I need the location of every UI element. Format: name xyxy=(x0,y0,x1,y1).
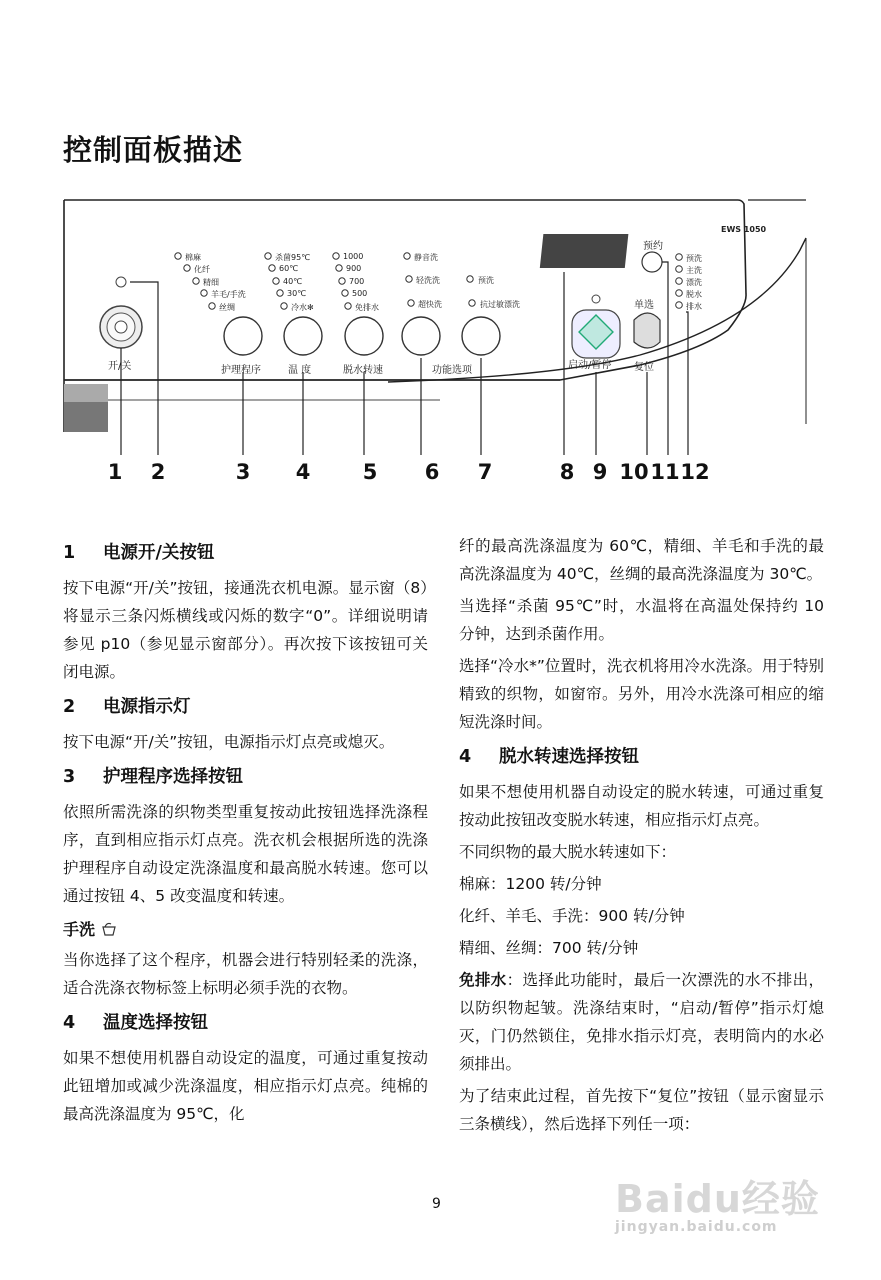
speed-no-drain: 免排水 xyxy=(355,303,379,312)
temp-cold: 冷水✻ xyxy=(291,303,314,312)
temp-95: 杀菌95℃ xyxy=(275,253,311,262)
option-prewash: 预洗 xyxy=(478,276,494,285)
delay-label: 预约 xyxy=(643,241,663,252)
section-spin-heading: 4 脱水转速选择按钮 xyxy=(459,747,639,767)
callout-1: 1 xyxy=(107,460,123,484)
no-drain-text: 免排水：选择此功能时，最后一次漂洗的水不排出，以防织物起皱。洗涤结束时，“启动/暂停”指示灯熄灭，门仍然锁住，免排水指示灯亮，表明筒内的水必须排出。 xyxy=(459,971,824,1073)
callout-4: 4 xyxy=(295,460,311,484)
temp-label: 温 度 xyxy=(288,365,312,376)
phase-spin: 脱水 xyxy=(686,290,702,299)
hand-wash-heading: 手洗 xyxy=(63,916,428,944)
speed-900: 900 xyxy=(346,264,362,273)
spin-max-intro: 不同织物的最大脱水转速如下： xyxy=(459,843,677,861)
option-eco: 轻洗洗 xyxy=(416,276,440,285)
section-2-heading: 2 电源指示灯 xyxy=(63,697,191,717)
temp-continued-text: 纤的最高洗涤温度为 60℃，精细、羊毛和手洗的最高洗涤温度为 40℃，丝绸的最高洗涤温度为 30℃。 xyxy=(459,537,824,583)
speed-1000: 1000 xyxy=(343,252,364,261)
phase-prewash: 预洗 xyxy=(686,254,702,263)
power-label: 开/关 xyxy=(108,361,132,372)
speed-500: 500 xyxy=(352,289,368,298)
section-4-text: 如果不想使用机器自动设定的温度，可通过重复按动此钮增加或减少洗涤温度，相应指示灯点亮。纯棉的最高洗涤温度为 95℃，化 xyxy=(63,1049,428,1123)
left-column xyxy=(63,532,428,1132)
phase-drain: 排水 xyxy=(686,302,702,311)
section-2-text: 按下电源“开/关”按钮，电源指示灯点亮或熄灭。 xyxy=(63,733,395,751)
right-column xyxy=(459,532,824,1142)
speed-700: 700 xyxy=(349,277,365,286)
reset-label: 复位 xyxy=(634,362,654,373)
program-silk: 丝绸 xyxy=(219,303,235,312)
watermark-brand: Baidu经验 xyxy=(615,1177,820,1221)
program-wool: 羊毛/手洗 xyxy=(211,290,246,299)
reset-text: 为了结束此过程，首先按下“复位”按钮（显示窗显示三条横线），然后选择下列任一项： xyxy=(459,1087,824,1133)
section-1-heading: 1 电源开/关按钮 xyxy=(63,543,215,563)
program-delicate: 精细 xyxy=(203,278,219,287)
start-pause-label: 启动/暂停 xyxy=(568,360,612,371)
option-quick: 超快洗 xyxy=(418,300,442,309)
spin-delicate: 精细、丝绸：700 转/分钟 xyxy=(459,939,639,957)
watermark-url: jingyan.baidu.com xyxy=(615,1219,778,1235)
temp-30: 30℃ xyxy=(287,289,307,298)
option-anti-allergy: 抗过敏漂洗 xyxy=(480,300,520,309)
section-4-heading: 4 温度选择按钮 xyxy=(63,1013,208,1033)
temp-60: 60℃ xyxy=(279,264,299,273)
section-3-text: 依照所需洗涤的织物类型重复按动此按钮选择洗涤程序，直到相应指示灯点亮。洗衣机会根据所选的洗涤护理程序自动设定洗涤温度和最高脱水转速。您可以通过按钮 4、5 改变温度和转速。 xyxy=(63,803,428,905)
page-number: 9 xyxy=(432,1196,441,1212)
callout-2: 2 xyxy=(150,460,166,484)
phase-rinse: 漂洗 xyxy=(686,278,702,287)
temp-40: 40℃ xyxy=(283,277,303,286)
program-synthetic: 化纤 xyxy=(194,265,210,274)
callout-10: 10 xyxy=(619,460,649,484)
speed-label: 脱水转速 xyxy=(343,365,383,376)
program-cotton: 棉麻 xyxy=(185,253,201,262)
spin-text: 如果不想使用机器自动设定的脱水转速，可通过重复按动此按钮改变脱水转速，相应指示灯点亮。 xyxy=(459,783,824,829)
section-3-heading: 3 护理程序选择按钮 xyxy=(63,767,243,787)
option-quiet: 静音洗 xyxy=(414,253,438,262)
callout-6: 6 xyxy=(424,460,440,484)
callout-11: 11 xyxy=(650,460,680,484)
hand-wash-icon xyxy=(101,921,117,937)
section-1-text: 按下电源“开/关”按钮，接通洗衣机电源。显示窗（8）将显示三条闪烁横线或闪烁的数字“0”。详细说明请参见 p10（参见显示窗部分）。再次按下该按钮可关闭电源。 xyxy=(63,579,428,681)
spin-synthetic: 化纤、羊毛、手洗：900 转/分钟 xyxy=(459,907,685,925)
callout-8: 8 xyxy=(559,460,575,484)
hand-wash-text: 当你选择了这个程序，机器会进行特别轻柔的洗涤，适合洗涤衣物标签上标明必须手洗的衣物。 xyxy=(63,951,428,997)
callout-9: 9 xyxy=(592,460,608,484)
sterilize-text: 当选择“杀菌 95℃”时，水温将在高温处保持约 10 分钟，达到杀菌作用。 xyxy=(459,597,824,643)
single-label: 单选 xyxy=(634,300,654,311)
callout-12: 12 xyxy=(680,460,710,484)
phase-mainwash: 主洗 xyxy=(686,266,702,275)
callout-3: 3 xyxy=(235,460,251,484)
callout-5: 5 xyxy=(362,460,378,484)
model-label: EWS 1050 xyxy=(721,225,767,234)
baidu-watermark xyxy=(615,1168,820,1235)
options-label: 功能选项 xyxy=(432,365,472,376)
spin-cotton: 棉麻：1200 转/分钟 xyxy=(459,875,602,893)
page-title: 控制面板描述 xyxy=(63,133,244,167)
program-label: 护理程序 xyxy=(221,365,261,376)
callout-7: 7 xyxy=(477,460,493,484)
cold-water-text: 选择“冷水*”位置时，洗衣机将用冷水洗涤。用于特别精致的织物，如窗帘。另外，用冷水洗涤可相应的缩短洗涤时间。 xyxy=(459,657,824,731)
